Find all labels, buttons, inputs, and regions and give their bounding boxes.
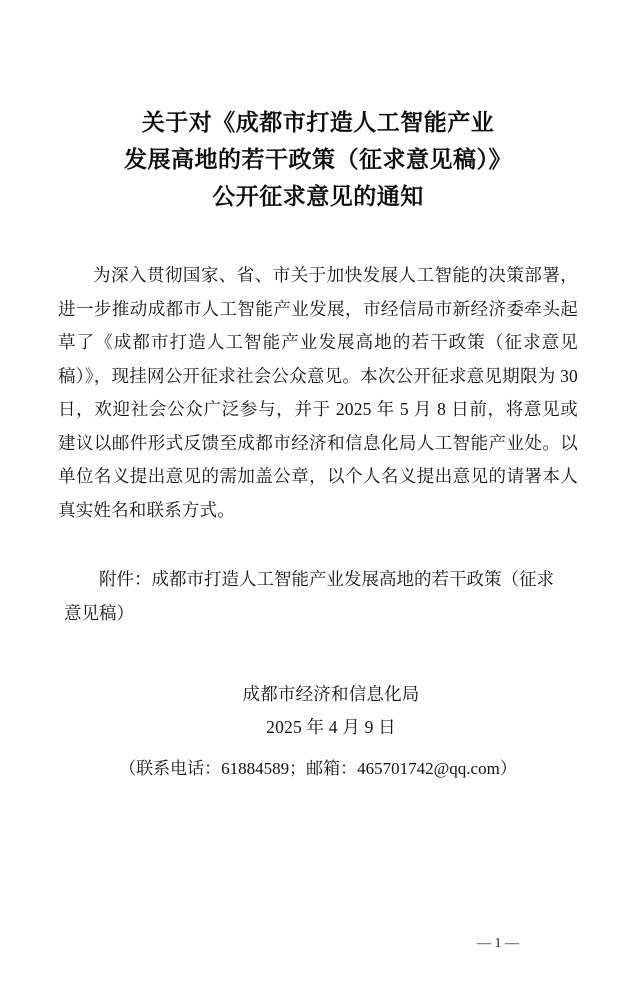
attachment-line: 附件：成都市打造人工智能产业发展高地的若干政策（征求意见稿）: [64, 569, 554, 623]
issue-date: 2025 年 4 月 9 日: [266, 717, 396, 737]
attachment-section: [58, 563, 578, 630]
title-line-3: 公开征求意见的通知: [212, 184, 424, 209]
title-line-2: 发展高地的若干政策（征求意见稿）》: [124, 147, 512, 172]
body-paragraph-1: 为深入贯彻国家、省、市关于加快发展人工智能的决策部署，进一步推动成都市人工智能产业发展，市经信局市新经济委牵头起草了《成都市打造人工智能产业发展高地的若干政策（征求意见稿）》，现挂网公开征求社会公众意见。本次公开征求意见期限为 30 日，欢迎社会公众广泛参与，并于 2025 年 5 月 8 日前，将意见或建议以邮件形式反馈至成都市经济和信息化局人工智能产业处。以单位名义提出意见的需加盖公章，以个人名义提出意见的请署本人真实姓名和联系方式。: [58, 265, 578, 520]
document-page: [0, 104, 636, 1004]
issuing-organization: 成都市经济和信息化局: [242, 684, 420, 704]
document-title: [58, 104, 578, 215]
contact-info: （联系电话：61884589；邮箱：465701742@qq.com）: [119, 759, 517, 778]
title-line-1: 关于对《成都市打造人工智能产业: [141, 110, 495, 135]
signature-section: [58, 678, 578, 785]
page-number: — 1 —: [477, 936, 519, 951]
document-body: [58, 259, 578, 527]
